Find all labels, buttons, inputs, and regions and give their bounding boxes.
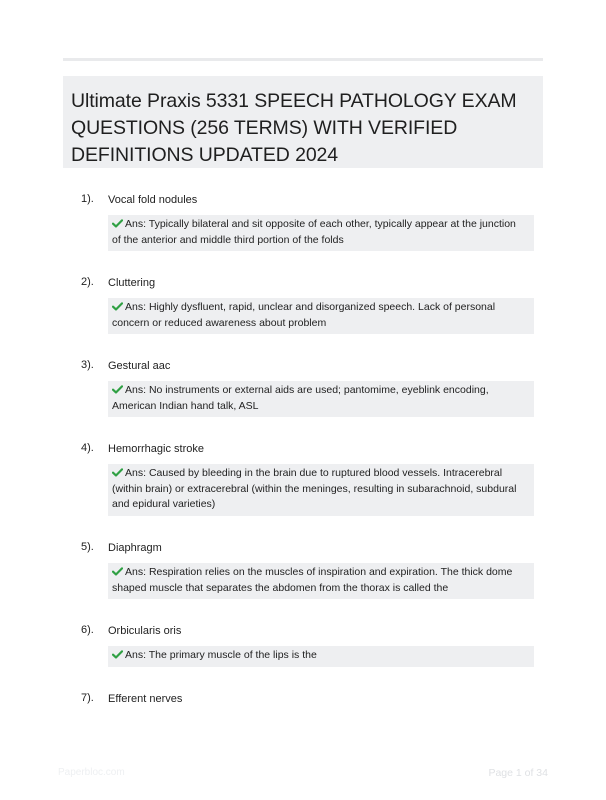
answer-text: Highly dysfluent, rapid, unclear and disorganized speech. Lack of personal concern or reduced awareness about problem: [112, 301, 496, 329]
term: Hemorrhagic stroke: [108, 443, 204, 455]
check-icon: [112, 219, 123, 228]
answer-box: [108, 215, 534, 251]
check-icon: [112, 650, 123, 659]
title-block: [63, 76, 543, 168]
answer-prefix: Ans:: [125, 384, 147, 396]
answer-text: Typically bilateral and sit opposite of each other, typically appear at the junction of the anterior and middle third portion of the folds: [112, 218, 516, 246]
item-number: 4).: [81, 442, 94, 454]
answer-box: [108, 563, 534, 599]
top-divider: [63, 58, 543, 61]
item-number: 1).: [81, 193, 94, 205]
item-number: 7).: [81, 692, 94, 704]
answer-text: No instruments or external aids are used; pantomime, eyeblink encoding, American Indian hand talk, ASL: [112, 384, 489, 412]
item-number: 6).: [81, 624, 94, 636]
item-number: 5).: [81, 541, 94, 553]
answer-text: The primary muscle of the lips is the: [148, 649, 317, 661]
answer-text: Respiration relies on the muscles of inspiration and expiration. The thick dome shaped muscle that separates the abdomen from the thorax is called the: [112, 566, 513, 594]
answer-box: [108, 298, 534, 334]
page-number: Page 1 of 34: [488, 767, 548, 779]
answer-prefix: Ans:: [125, 566, 147, 578]
item-number: 3).: [81, 359, 94, 371]
term: Diaphragm: [108, 542, 162, 554]
document-title: Ultimate Praxis 5331 SPEECH PATHOLOGY EXAM QUESTIONS (256 TERMS) WITH VERIFIED DEFINITIONS UPDATED 2024: [71, 90, 517, 166]
answer-box: [108, 381, 534, 417]
answer-text: Caused by bleeding in the brain due to ruptured blood vessels. Intracerebral (within brain) or extracerebral (within the meninges, resulting in subarachnoid, subdural and epidural varieties): [112, 467, 517, 510]
check-icon: [112, 468, 123, 477]
term: Cluttering: [108, 277, 156, 289]
term: Orbicularis oris: [108, 625, 182, 637]
term: Gestural aac: [108, 360, 171, 372]
answer-prefix: Ans:: [125, 301, 147, 313]
check-icon: [112, 385, 123, 394]
check-icon: [112, 567, 123, 576]
check-icon: [112, 302, 123, 311]
answer-prefix: Ans:: [125, 649, 147, 661]
term: Efferent nerves: [108, 693, 183, 705]
footer-site: Paperbloc.com: [58, 767, 125, 778]
answer-box: [108, 464, 534, 516]
item-number: 2).: [81, 276, 94, 288]
term: Vocal fold nodules: [108, 194, 198, 206]
answer-prefix: Ans:: [125, 467, 147, 479]
answer-box: [108, 646, 534, 667]
answer-prefix: Ans:: [125, 218, 147, 230]
